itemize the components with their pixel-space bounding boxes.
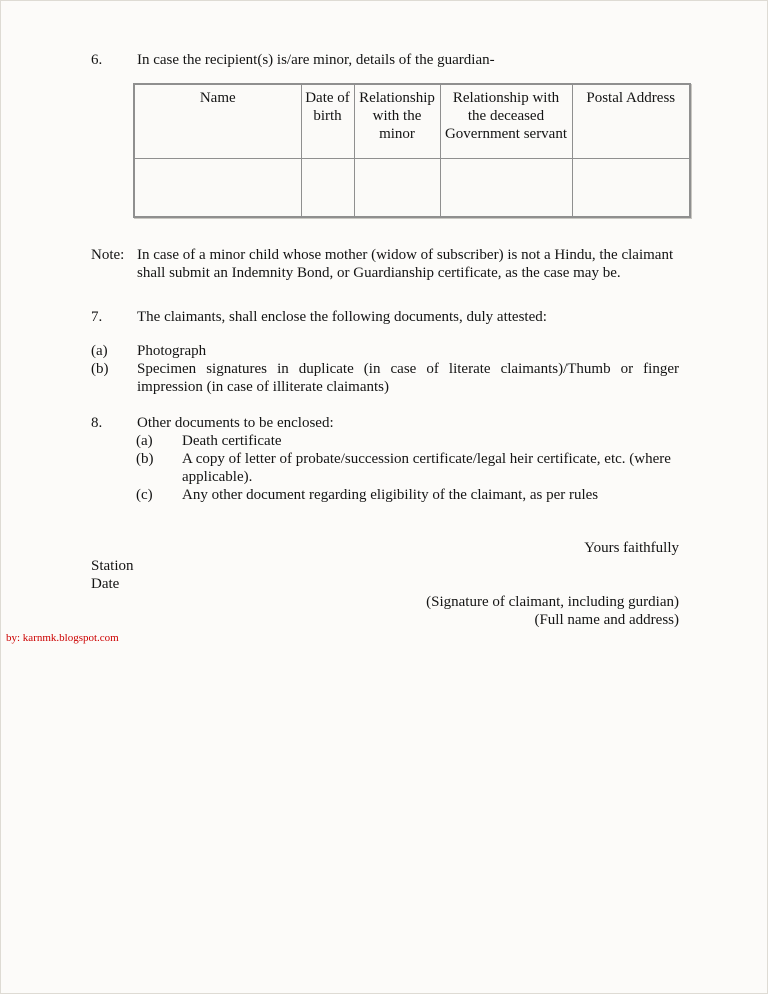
col-header-postal-address: Postal Address <box>572 84 690 159</box>
full-name-line: (Full name and address) <box>534 612 679 628</box>
guardian-details-table <box>133 83 691 218</box>
item-7b-label: (b) <box>91 361 109 377</box>
item-6 <box>91 51 679 69</box>
item-7-text: The claimants, shall enclose the following documents, duly attested: <box>137 309 547 325</box>
item-8b-label: (b) <box>136 451 154 467</box>
item-6-text: In case the recipient(s) is/are minor, details of the guardian- <box>137 52 495 68</box>
item-8b <box>136 450 679 486</box>
item-7b <box>91 360 679 396</box>
empty-cell-date-of-birth <box>301 159 354 218</box>
item-8-text: Other documents to be enclosed: <box>137 415 334 431</box>
watermark-credit: by: karnmk.blogspot.com <box>6 632 119 644</box>
signature-line: (Signature of claimant, including gurdian) <box>426 594 679 610</box>
item-7 <box>91 308 679 326</box>
item-8a-label: (a) <box>136 433 153 449</box>
item-8-sublist <box>136 432 679 504</box>
item-8c-text: Any other document regarding eligibility of the claimant, as per rules <box>182 487 599 503</box>
col-header-relationship-minor: Relationship with the minor <box>354 84 440 159</box>
item-7-number: 7. <box>91 309 103 325</box>
closing-block <box>91 539 679 629</box>
item-8a-text: Death certificate <box>182 433 282 449</box>
empty-cell-relationship-deceased <box>440 159 572 218</box>
station-label: Station <box>91 558 134 574</box>
item-8 <box>91 414 679 432</box>
item-8c <box>136 486 679 504</box>
item-7b-text: Specimen signatures in duplicate (in case of literate claimants)/Thumb or finger impression (in case of illiterate claimants) <box>137 361 679 395</box>
item-8b-text: A copy of letter of probate/succession certificate/legal heir certificate, etc. (where applicable). <box>182 451 671 485</box>
item-8a <box>136 432 679 450</box>
empty-cell-postal-address <box>572 159 690 218</box>
col-header-relationship-deceased: Relationship with the deceased Government servant <box>440 84 572 159</box>
item-8c-label: (c) <box>136 487 153 503</box>
empty-cell-name <box>134 159 301 218</box>
col-header-date-of-birth: Date of birth <box>301 84 354 159</box>
page-content <box>91 51 679 629</box>
note-label: Note: <box>91 247 125 263</box>
item-7-sublist <box>91 342 679 396</box>
item-8-number: 8. <box>91 415 103 431</box>
date-label: Date <box>91 576 120 592</box>
note-text: In case of a minor child whose mother (widow of subscriber) is not a Hindu, the claimant shall submit an Indemnity Bond, or Guardianship certificate, as the case may be. <box>137 247 674 281</box>
table-empty-row <box>134 159 690 218</box>
yours-faithfully: Yours faithfully <box>584 540 679 556</box>
item-7a <box>91 342 679 360</box>
table-header-row <box>134 84 690 159</box>
item-6-number: 6. <box>91 52 103 68</box>
col-header-name: Name <box>134 84 301 159</box>
note <box>91 246 679 282</box>
item-7a-text: Photograph <box>137 343 207 359</box>
item-7a-label: (a) <box>91 343 108 359</box>
empty-cell-relationship-minor <box>354 159 440 218</box>
